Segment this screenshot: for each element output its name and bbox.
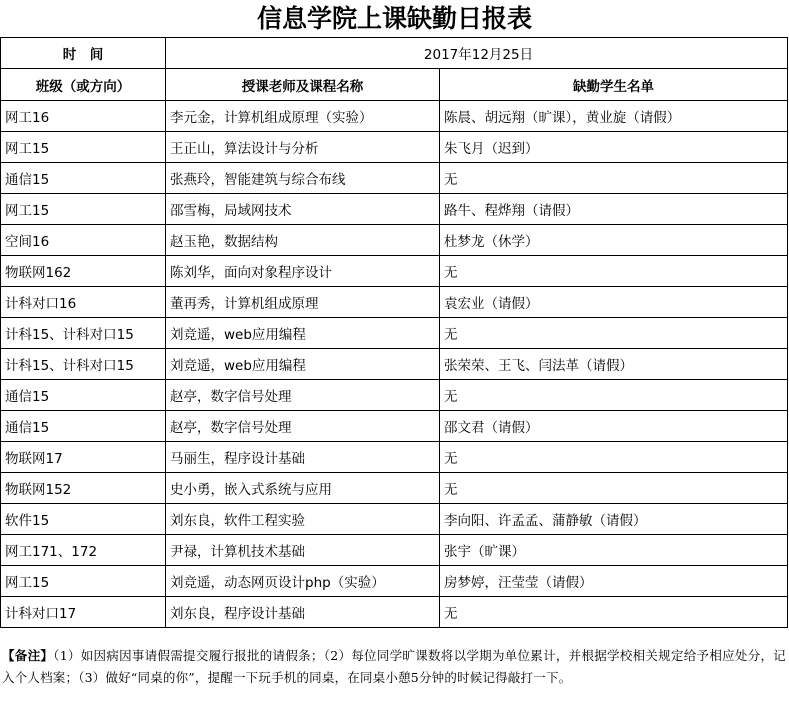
class-cell: 通信15: [1, 411, 166, 442]
table-row: [1, 163, 788, 194]
table-row: [1, 380, 788, 411]
table-row: [1, 101, 788, 132]
table-row: [1, 318, 788, 349]
class-cell: 计科15、计科对口15: [1, 318, 166, 349]
table-row: [1, 349, 788, 380]
table-row: [1, 411, 788, 442]
absent-cell: 无: [440, 256, 788, 287]
course-cell: 陈刘华，面向对象程序设计: [166, 256, 440, 287]
absent-cell: 李向阳、许孟孟、蒲静敏（请假）: [440, 504, 788, 535]
absence-table: [0, 37, 788, 628]
course-cell: 赵亭，数字信号处理: [166, 380, 440, 411]
class-cell: 物联网17: [1, 442, 166, 473]
course-cell: 史小勇，嵌入式系统与应用: [166, 473, 440, 504]
header-row: [1, 69, 788, 101]
table-row: [1, 287, 788, 318]
course-cell: 董再秀，计算机组成原理: [166, 287, 440, 318]
course-cell: 刘竞遥，动态网页设计php（实验）: [166, 566, 440, 597]
absent-cell: 无: [440, 163, 788, 194]
absent-cell: 邵文君（请假）: [440, 411, 788, 442]
course-cell: 尹禄，计算机技术基础: [166, 535, 440, 566]
course-cell: 刘竞遥，web应用编程: [166, 349, 440, 380]
course-cell: 赵亭，数字信号处理: [166, 411, 440, 442]
absent-cell: 无: [440, 473, 788, 504]
course-cell: 赵玉艳，数据结构: [166, 225, 440, 256]
remarks-label: 【备注】: [2, 648, 54, 663]
table-row: [1, 132, 788, 163]
table-row: [1, 504, 788, 535]
column-header-course: 授课老师及课程名称: [166, 69, 440, 101]
table-row: [1, 535, 788, 566]
class-cell: 物联网152: [1, 473, 166, 504]
course-cell: 刘东良，软件工程实验: [166, 504, 440, 535]
class-cell: 网工171、172: [1, 535, 166, 566]
table-row: [1, 225, 788, 256]
course-cell: 刘竞遥，web应用编程: [166, 318, 440, 349]
table-row: [1, 566, 788, 597]
remarks-text: （1）如因病因事请假需提交履行报批的请假条；（2）每位同学旷课数将以学期为单位累计，并根据学校相关规定给予相应处分，记入个人档案；（3）做好“同桌的你”，提醒一下玩手机的同桌，在同桌小憩5分钟的时候记得敲打一下。: [2, 648, 786, 685]
date-row: [1, 38, 788, 69]
class-cell: 网工15: [1, 194, 166, 225]
class-cell: 空间16: [1, 225, 166, 256]
absent-cell: 无: [440, 597, 788, 628]
class-cell: 软件15: [1, 504, 166, 535]
class-cell: 计科对口17: [1, 597, 166, 628]
course-cell: 张燕玲，智能建筑与综合布线: [166, 163, 440, 194]
course-cell: 李元金，计算机组成原理（实验）: [166, 101, 440, 132]
class-cell: 物联网162: [1, 256, 166, 287]
date-value: 2017年12月25日: [166, 38, 788, 69]
absent-cell: 陈晨、胡远翔（旷课），黄业旋（请假）: [440, 101, 788, 132]
absent-cell: 无: [440, 442, 788, 473]
table-row: [1, 597, 788, 628]
absent-cell: 杜梦龙（休学）: [440, 225, 788, 256]
table-row: [1, 194, 788, 225]
column-header-class: 班级（或方向）: [1, 69, 166, 101]
course-cell: 王正山，算法设计与分析: [166, 132, 440, 163]
report-title: 信息学院上课缺勤日报表: [256, 4, 532, 33]
absent-cell: 袁宏业（请假）: [440, 287, 788, 318]
course-cell: 马丽生，程序设计基础: [166, 442, 440, 473]
absent-cell: 张宇（旷课）: [440, 535, 788, 566]
course-cell: 邵雪梅，局域网技术: [166, 194, 440, 225]
absent-cell: 无: [440, 380, 788, 411]
absent-cell: 朱飞月（迟到）: [440, 132, 788, 163]
class-cell: 网工15: [1, 566, 166, 597]
absent-cell: 路牛、程烨翔（请假）: [440, 194, 788, 225]
class-cell: 网工15: [1, 132, 166, 163]
absent-cell: 房梦婷，汪莹莹（请假）: [440, 566, 788, 597]
date-label: 时 间: [1, 38, 166, 69]
absent-cell: 无: [440, 318, 788, 349]
column-header-absent: 缺勤学生名单: [440, 69, 788, 101]
table-row: [1, 473, 788, 504]
class-cell: 计科15、计科对口15: [1, 349, 166, 380]
course-cell: 刘东良，程序设计基础: [166, 597, 440, 628]
remarks: [2, 645, 786, 689]
class-cell: 网工16: [1, 101, 166, 132]
table-row: [1, 256, 788, 287]
absent-cell: 张荣荣、王飞、闫法革（请假）: [440, 349, 788, 380]
class-cell: 通信15: [1, 163, 166, 194]
table-row: [1, 442, 788, 473]
class-cell: 通信15: [1, 380, 166, 411]
class-cell: 计科对口16: [1, 287, 166, 318]
